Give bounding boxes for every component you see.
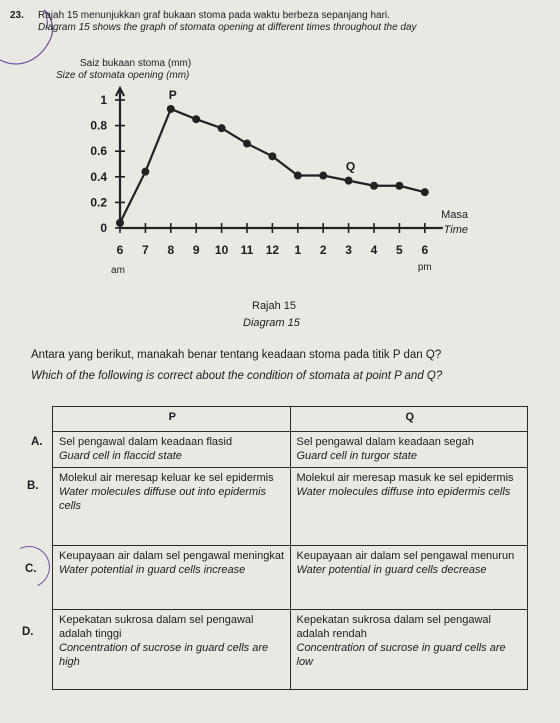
x-tick-label: 6 — [421, 243, 429, 257]
x-tick-label: 3 — [345, 243, 352, 257]
option-b-p — [53, 468, 291, 546]
data-point — [167, 105, 175, 113]
data-point — [345, 177, 353, 185]
option-c-p — [53, 546, 291, 610]
column-header-q: Q — [290, 407, 528, 432]
option-d-q — [290, 610, 528, 690]
x-axis-label-en: Time — [443, 224, 468, 236]
data-point — [116, 219, 124, 227]
prompt-ms: Antara yang berikut, manakah benar tentang keadaan stoma pada titik P dan Q? — [31, 349, 442, 361]
question-text-en: Diagram 15 shows the graph of stomata opening at different times throughout the day — [38, 22, 417, 33]
x-axis-label-ms: Masa — [441, 209, 468, 221]
option-a-q-en: Guard cell in turgor state — [296, 450, 417, 462]
data-point — [141, 168, 149, 176]
table-header-row — [53, 407, 528, 432]
data-point — [243, 140, 251, 148]
am-label: am — [111, 265, 125, 276]
prompt-en: Which of the following is correct about the condition of stomata at point P and Q? — [31, 370, 443, 382]
x-tick-label: 12 — [265, 243, 280, 257]
x-tick-label: 6 — [116, 243, 124, 257]
option-letter-a[interactable]: A. — [31, 436, 43, 448]
x-tick-label: 9 — [192, 243, 200, 257]
option-letter-b[interactable]: B. — [27, 480, 39, 492]
option-letter-c[interactable]: C. — [25, 563, 37, 575]
option-d-p — [53, 610, 291, 690]
option-row-c[interactable] — [53, 546, 528, 610]
options-table — [52, 406, 528, 690]
option-c-p-ms: Keupayaan air dalam sel pengawal meningkat — [59, 550, 285, 562]
x-tick-label: 4 — [370, 243, 378, 257]
data-point — [268, 152, 276, 160]
diagram-caption-en: Diagram 15 — [243, 317, 300, 329]
y-tick-label: 0.4 — [90, 169, 107, 184]
point-label-p: P — [168, 87, 177, 102]
x-tick-label: 11 — [240, 243, 254, 257]
option-b-q-ms: Molekul air meresap masuk ke sel epidermis — [296, 472, 514, 484]
data-point — [294, 172, 302, 180]
data-point — [421, 188, 429, 196]
option-row-a[interactable] — [53, 432, 528, 468]
y-tick-label: 0.8 — [90, 118, 107, 133]
option-b-p-ms: Molekul air meresap keluar ke sel epidermis — [59, 472, 274, 484]
data-point — [370, 182, 378, 190]
pm-label: pm — [417, 262, 432, 273]
option-row-b[interactable] — [53, 468, 528, 546]
column-header-p: P — [53, 407, 291, 432]
option-b-p-en: Water molecules diffuse out into epidermis cells — [59, 486, 267, 512]
option-b-q — [290, 468, 528, 546]
y-tick-label: 0 — [100, 221, 107, 235]
option-c-q-en: Water potential in guard cells decrease — [296, 564, 487, 576]
data-point — [192, 115, 200, 123]
x-tick-label: 5 — [396, 243, 403, 257]
y-tick-label: 1 — [100, 93, 107, 107]
stomata-opening-chart — [0, 0, 560, 300]
data-line — [120, 109, 425, 223]
diagram-caption-ms: Rajah 15 — [252, 300, 297, 312]
x-tick-label: 8 — [167, 243, 175, 257]
data-point — [218, 124, 226, 132]
y-tick-label: 0.2 — [90, 195, 107, 210]
x-tick-label: 1 — [294, 243, 302, 257]
option-a-p-en: Guard cell in flaccid state — [59, 450, 182, 462]
y-tick-label: 0.6 — [90, 144, 107, 159]
x-tick-label: 10 — [214, 243, 229, 257]
option-b-q-en: Water molecules diffuse into epidermis cells — [296, 486, 511, 498]
option-c-q — [290, 546, 528, 610]
option-a-p-ms: Sel pengawal dalam keadaan flasid — [59, 436, 233, 448]
question-text-ms: Rajah 15 menunjukkan graf bukaan stoma pada waktu berbeza sepanjang hari. — [38, 10, 390, 21]
option-c-p-en: Water potential in guard cells increase — [59, 564, 246, 576]
x-tick-label: 7 — [142, 243, 149, 257]
option-row-d[interactable] — [53, 610, 528, 690]
option-d-q-en: Concentration of sucrose in guard cells are low — [296, 642, 506, 668]
question-number: 23. — [10, 10, 24, 21]
option-a-q — [290, 432, 528, 468]
option-d-p-ms: Kepekatan sukrosa dalam sel pengawal adalah tinggi — [59, 614, 254, 640]
data-point — [395, 182, 403, 190]
option-c-q-ms: Keupayaan air dalam sel pengawal menurun — [296, 550, 515, 562]
y-axis-label-en: Size of stomata opening (mm) — [56, 70, 190, 81]
y-axis-label-ms: Saiz bukaan stoma (mm) — [80, 58, 192, 69]
option-letter-d[interactable]: D. — [22, 626, 34, 638]
option-d-p-en: Concentration of sucrose in guard cells are high — [59, 642, 269, 668]
option-d-q-ms: Kepekatan sukrosa dalam sel pengawal adalah rendah — [296, 614, 491, 640]
option-a-p — [53, 432, 291, 468]
option-a-q-ms: Sel pengawal dalam keadaan segah — [296, 436, 474, 448]
x-tick-label: 2 — [319, 243, 327, 257]
data-point — [319, 172, 327, 180]
point-label-q: Q — [345, 159, 356, 174]
